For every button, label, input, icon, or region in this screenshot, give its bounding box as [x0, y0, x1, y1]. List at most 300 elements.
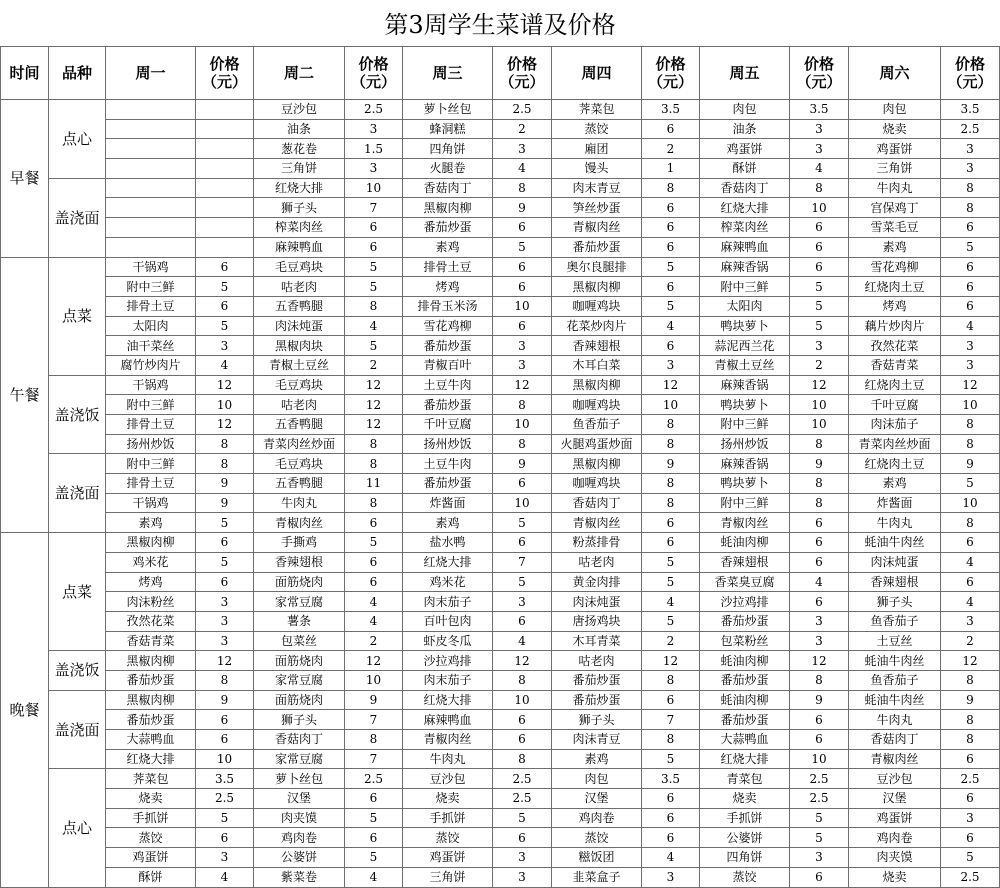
dish-cell: 附中三鲜: [106, 454, 196, 474]
price-cell: 8: [493, 670, 552, 690]
dish-cell: 青椒肉丝: [403, 730, 493, 750]
price-cell: 6: [941, 749, 1000, 769]
dish-cell: 排骨玉米汤: [403, 296, 493, 316]
dish-cell: 素鸡: [849, 474, 941, 494]
price-cell: 6: [642, 336, 700, 356]
dish-cell: 青椒百叶: [403, 355, 493, 375]
price-cell: 6: [345, 552, 403, 572]
price-cell: 3: [345, 119, 403, 139]
header-tue-price: 价格（元）: [345, 47, 403, 100]
price-cell: 4: [941, 592, 1000, 612]
price-cell: 6: [941, 789, 1000, 809]
dish-cell: 狮子头: [849, 592, 941, 612]
dish-cell: 四角饼: [700, 848, 790, 868]
header-thu: 周四: [552, 47, 642, 100]
dish-cell: 排骨土豆: [106, 474, 196, 494]
price-cell: 5: [493, 513, 552, 533]
price-cell: 12: [345, 415, 403, 435]
dish-cell: 面筋烧肉: [254, 690, 345, 710]
price-cell: 3.5: [642, 100, 700, 120]
price-cell: 6: [642, 533, 700, 553]
dish-cell: 火腿卷: [403, 159, 493, 179]
header-fri: 周五: [700, 47, 790, 100]
dish-cell: 青椒肉丝: [552, 218, 642, 238]
dish-cell: [106, 139, 196, 159]
price-cell: 3: [941, 139, 1000, 159]
price-cell: 6: [493, 474, 552, 494]
price-cell: 8: [941, 670, 1000, 690]
price-cell: 5: [790, 277, 849, 297]
dish-cell: 酥饼: [106, 867, 196, 887]
price-cell: 3: [941, 808, 1000, 828]
dish-cell: 雪花鸡柳: [403, 316, 493, 336]
dish-cell: 红烧肉土豆: [849, 277, 941, 297]
price-cell: 2: [493, 119, 552, 139]
dish-cell: 手撕鸡: [254, 533, 345, 553]
dish-cell: 黑椒肉柳: [106, 690, 196, 710]
dish-cell: 麻辣鸭血: [254, 237, 345, 257]
dish-cell: 番茄炒蛋: [552, 670, 642, 690]
price-cell: 10: [941, 395, 1000, 415]
dish-cell: 千叶豆腐: [403, 415, 493, 435]
dish-cell: 毛豆鸡块: [254, 454, 345, 474]
price-cell: 6: [493, 277, 552, 297]
dish-cell: 鸡肉卷: [849, 828, 941, 848]
price-cell: 6: [941, 257, 1000, 277]
dish-cell: 附中三鲜: [106, 395, 196, 415]
price-cell: 4: [345, 611, 403, 631]
price-cell: 6: [493, 316, 552, 336]
dish-cell: 豆沙包: [254, 100, 345, 120]
price-cell: 8: [790, 670, 849, 690]
dish-cell: 蚝油牛肉丝: [849, 690, 941, 710]
price-cell: 3.5: [642, 769, 700, 789]
dish-cell: 土豆牛肉: [403, 454, 493, 474]
price-cell: 2: [790, 355, 849, 375]
price-cell: 6: [493, 828, 552, 848]
table-row: [1, 316, 1000, 336]
dish-cell: 手抓饼: [106, 808, 196, 828]
dish-cell: 鸭块萝卜: [700, 395, 790, 415]
dish-cell: 青椒土豆丝: [254, 355, 345, 375]
dish-cell: 鸡蛋饼: [700, 139, 790, 159]
dish-cell: 笋丝炒蛋: [552, 198, 642, 218]
price-cell: 2: [345, 631, 403, 651]
price-cell: 5: [941, 474, 1000, 494]
dish-cell: 番茄炒蛋: [700, 611, 790, 631]
dish-cell: 番茄炒蛋: [700, 670, 790, 690]
dish-cell: 青菜肉丝炒面: [254, 434, 345, 454]
price-cell: 3: [493, 848, 552, 868]
table-row: [1, 415, 1000, 435]
price-cell: 6: [196, 533, 254, 553]
dish-cell: 烤鸡: [106, 572, 196, 592]
price-cell: 5: [493, 572, 552, 592]
table-row: [1, 710, 1000, 730]
dish-cell: 蚝油肉柳: [700, 651, 790, 671]
dish-cell: 香辣翅根: [700, 552, 790, 572]
price-cell: 6: [642, 828, 700, 848]
price-cell: 6: [790, 710, 849, 730]
price-cell: [196, 119, 254, 139]
table-row: [1, 119, 1000, 139]
dish-cell: 黑椒肉柳: [106, 651, 196, 671]
dish-cell: 干锅鸡: [106, 375, 196, 395]
price-cell: 3: [941, 159, 1000, 179]
dish-cell: 烧卖: [700, 789, 790, 809]
price-cell: 12: [493, 651, 552, 671]
price-cell: [196, 178, 254, 198]
price-cell: 3: [941, 611, 1000, 631]
price-cell: 12: [790, 651, 849, 671]
dish-cell: 香菇肉丁: [849, 730, 941, 750]
price-cell: [196, 237, 254, 257]
dish-cell: 鸡肉卷: [552, 808, 642, 828]
price-cell: 9: [790, 690, 849, 710]
price-cell: 10: [790, 395, 849, 415]
price-cell: 2.5: [196, 789, 254, 809]
dish-cell: 红烧大排: [403, 690, 493, 710]
price-cell: 9: [196, 493, 254, 513]
price-cell: 8: [790, 434, 849, 454]
table-row: [1, 808, 1000, 828]
dish-cell: 豆沙包: [403, 769, 493, 789]
dish-cell: 太阳肉: [700, 296, 790, 316]
dish-cell: 咕老肉: [254, 277, 345, 297]
price-cell: 8: [345, 730, 403, 750]
dish-cell: 红烧肉土豆: [849, 454, 941, 474]
price-cell: 3: [196, 611, 254, 631]
price-cell: 8: [941, 198, 1000, 218]
dish-cell: 红烧大排: [106, 749, 196, 769]
category-label: 点心: [49, 100, 106, 179]
dish-cell: 番茄炒蛋: [106, 710, 196, 730]
dish-cell: 附中三鲜: [700, 415, 790, 435]
price-cell: 8: [790, 178, 849, 198]
table-row: [1, 631, 1000, 651]
dish-cell: 青椒肉丝: [552, 513, 642, 533]
price-cell: 5: [790, 316, 849, 336]
price-cell: 4: [941, 316, 1000, 336]
dish-cell: 薯条: [254, 611, 345, 631]
dish-cell: 榨菜肉丝: [254, 218, 345, 238]
table-row: [1, 552, 1000, 572]
menu-table: [0, 46, 1000, 888]
dish-cell: 蒸饺: [403, 828, 493, 848]
dish-cell: 土豆丝: [849, 631, 941, 651]
dish-cell: 扬州炒饭: [106, 434, 196, 454]
price-cell: 6: [642, 513, 700, 533]
price-cell: 8: [642, 474, 700, 494]
dish-cell: 雪菜毛豆: [849, 218, 941, 238]
price-cell: 6: [941, 572, 1000, 592]
price-cell: 3.5: [790, 100, 849, 120]
dish-cell: 肉包: [552, 769, 642, 789]
dish-cell: 肉沫炖蛋: [849, 552, 941, 572]
dish-cell: 酥饼: [700, 159, 790, 179]
dish-cell: 面筋烧肉: [254, 572, 345, 592]
price-cell: 6: [941, 828, 1000, 848]
dish-cell: 附中三鲜: [106, 277, 196, 297]
price-cell: 2.5: [493, 769, 552, 789]
dish-cell: 包菜粉丝: [700, 631, 790, 651]
dish-cell: 黑椒肉柳: [552, 277, 642, 297]
price-cell: 6: [790, 513, 849, 533]
table-row: [1, 749, 1000, 769]
price-cell: 8: [941, 730, 1000, 750]
price-cell: 8: [941, 434, 1000, 454]
price-cell: 8: [941, 178, 1000, 198]
dish-cell: 番茄炒蛋: [106, 670, 196, 690]
table-row: [1, 670, 1000, 690]
dish-cell: 沙拉鸡排: [700, 592, 790, 612]
price-cell: 10: [790, 415, 849, 435]
header-thu-price: 价格（元）: [642, 47, 700, 100]
price-cell: 5: [642, 296, 700, 316]
dish-cell: 肉夹馍: [254, 808, 345, 828]
dish-cell: 唐扬鸡块: [552, 611, 642, 631]
price-cell: 5: [345, 277, 403, 297]
price-cell: 10: [345, 670, 403, 690]
price-cell: 6: [196, 828, 254, 848]
price-cell: 6: [941, 218, 1000, 238]
price-cell: [196, 139, 254, 159]
header-tue: 周二: [254, 47, 345, 100]
price-cell: 3: [196, 592, 254, 612]
dish-cell: 烤鸡: [403, 277, 493, 297]
dish-cell: 油条: [254, 119, 345, 139]
dish-cell: 肉沫茄子: [849, 415, 941, 435]
price-cell: 6: [493, 218, 552, 238]
price-cell: 6: [493, 710, 552, 730]
price-cell: 2: [941, 631, 1000, 651]
price-cell: 3: [493, 355, 552, 375]
dish-cell: 蒸饺: [106, 828, 196, 848]
price-cell: 8: [642, 178, 700, 198]
dish-cell: 荠菜包: [552, 100, 642, 120]
dish-cell: 香菇肉丁: [700, 178, 790, 198]
price-cell: 6: [642, 198, 700, 218]
price-cell: 5: [345, 257, 403, 277]
dish-cell: 麻辣香锅: [700, 375, 790, 395]
price-cell: [196, 198, 254, 218]
dish-cell: 青椒肉丝: [700, 513, 790, 533]
price-cell: 8: [345, 454, 403, 474]
menu-table-container: [0, 46, 999, 885]
dish-cell: 狮子头: [254, 710, 345, 730]
dish-cell: 韭菜盒子: [552, 867, 642, 887]
header-sat-price: 价格（元）: [941, 47, 1000, 100]
price-cell: 5: [196, 513, 254, 533]
price-cell: 8: [642, 493, 700, 513]
dish-cell: 油条: [700, 119, 790, 139]
price-cell: 5: [345, 336, 403, 356]
dish-cell: 香菇肉丁: [403, 178, 493, 198]
price-cell: 4: [642, 592, 700, 612]
price-cell: [196, 100, 254, 120]
price-cell: 6: [196, 710, 254, 730]
dish-cell: 肉夹馍: [849, 848, 941, 868]
table-row: [1, 434, 1000, 454]
price-cell: 10: [196, 395, 254, 415]
dish-cell: 番茄炒蛋: [403, 336, 493, 356]
dish-cell: [106, 237, 196, 257]
price-cell: 6: [941, 277, 1000, 297]
dish-cell: 麻辣香锅: [700, 454, 790, 474]
price-cell: 4: [642, 848, 700, 868]
price-cell: 3: [790, 611, 849, 631]
price-cell: 4: [493, 159, 552, 179]
dish-cell: 鸡蛋饼: [403, 848, 493, 868]
dish-cell: 鸡米花: [403, 572, 493, 592]
dish-cell: 孜然花菜: [106, 611, 196, 631]
dish-cell: 麻辣鸭血: [700, 237, 790, 257]
dish-cell: 大蒜鸭血: [106, 730, 196, 750]
dish-cell: 蒜泥西兰花: [700, 336, 790, 356]
dish-cell: 番茄炒蛋: [403, 395, 493, 415]
header-mon-price: 价格（元）: [196, 47, 254, 100]
dish-cell: 红烧大排: [403, 552, 493, 572]
price-cell: 8: [345, 296, 403, 316]
table-row: [1, 454, 1000, 474]
dish-cell: 肉末茄子: [403, 592, 493, 612]
dish-cell: 鸭块萝卜: [700, 474, 790, 494]
dish-cell: 鸡肉卷: [254, 828, 345, 848]
dish-cell: 手抓饼: [700, 808, 790, 828]
price-cell: 12: [941, 651, 1000, 671]
table-row: [1, 178, 1000, 198]
price-cell: 6: [790, 533, 849, 553]
dish-cell: 附中三鲜: [700, 277, 790, 297]
dish-cell: 榨菜肉丝: [700, 218, 790, 238]
price-cell: 10: [642, 395, 700, 415]
dish-cell: 番茄炒蛋: [552, 237, 642, 257]
price-cell: 6: [790, 592, 849, 612]
header-wed-price: 价格（元）: [493, 47, 552, 100]
price-cell: 6: [493, 730, 552, 750]
dish-cell: 咖喱鸡块: [552, 395, 642, 415]
dish-cell: 包菜丝: [254, 631, 345, 651]
dish-cell: 香菇青菜: [849, 355, 941, 375]
table-row: [1, 513, 1000, 533]
price-cell: 2.5: [345, 100, 403, 120]
price-cell: 3: [642, 355, 700, 375]
dish-cell: 肉沫青豆: [552, 730, 642, 750]
price-cell: 9: [196, 690, 254, 710]
price-cell: 3: [790, 139, 849, 159]
table-row: [1, 375, 1000, 395]
dish-cell: 木耳青菜: [552, 631, 642, 651]
price-cell: 3.5: [941, 100, 1000, 120]
dish-cell: 牛肉丸: [849, 178, 941, 198]
price-cell: 2: [642, 139, 700, 159]
price-cell: 3: [790, 119, 849, 139]
price-cell: 3: [196, 336, 254, 356]
price-cell: 10: [345, 178, 403, 198]
dish-cell: 三角饼: [254, 159, 345, 179]
table-row: [1, 572, 1000, 592]
dish-cell: 黑椒肉柳: [106, 533, 196, 553]
dish-cell: 公婆饼: [254, 848, 345, 868]
price-cell: 7: [345, 710, 403, 730]
price-cell: 8: [493, 749, 552, 769]
dish-cell: 香菇肉丁: [254, 730, 345, 750]
dish-cell: 蒸饺: [552, 828, 642, 848]
price-cell: 5: [196, 277, 254, 297]
price-cell: 10: [790, 749, 849, 769]
dish-cell: 烧卖: [106, 789, 196, 809]
price-cell: 8: [345, 493, 403, 513]
price-cell: 5: [941, 237, 1000, 257]
dish-cell: 香辣翅根: [552, 336, 642, 356]
dish-cell: 紫菜卷: [254, 867, 345, 887]
dish-cell: 蒸饺: [552, 119, 642, 139]
price-cell: 8: [790, 493, 849, 513]
dish-cell: 麻辣香锅: [700, 257, 790, 277]
price-cell: 2.5: [941, 867, 1000, 887]
dish-cell: 鱼香茄子: [849, 670, 941, 690]
meal-label: 早餐: [1, 100, 49, 258]
dish-cell: 荠菜包: [106, 769, 196, 789]
dish-cell: 萝卜丝包: [403, 100, 493, 120]
dish-cell: 盐水鸭: [403, 533, 493, 553]
price-cell: 4: [345, 867, 403, 887]
dish-cell: 狮子头: [552, 710, 642, 730]
dish-cell: 素鸡: [106, 513, 196, 533]
dish-cell: 番茄炒蛋: [552, 690, 642, 710]
price-cell: 7: [642, 710, 700, 730]
price-cell: 9: [941, 690, 1000, 710]
dish-cell: 百叶包肉: [403, 611, 493, 631]
dish-cell: 虾皮冬瓜: [403, 631, 493, 651]
table-row: [1, 355, 1000, 375]
dish-cell: 肉包: [700, 100, 790, 120]
dish-cell: 鸡蛋饼: [849, 139, 941, 159]
price-cell: 3: [941, 355, 1000, 375]
dish-cell: 扬州炒饭: [700, 434, 790, 454]
dish-cell: 黑椒肉块: [254, 336, 345, 356]
price-cell: 4: [790, 572, 849, 592]
header-sat: 周六: [849, 47, 941, 100]
price-cell: 8: [790, 474, 849, 494]
price-cell: 10: [493, 493, 552, 513]
price-cell: 8: [196, 454, 254, 474]
dish-cell: 素鸡: [849, 237, 941, 257]
dish-cell: 咕老肉: [552, 552, 642, 572]
price-cell: 4: [196, 355, 254, 375]
price-cell: 9: [790, 454, 849, 474]
price-cell: 5: [642, 749, 700, 769]
table-row: [1, 296, 1000, 316]
dish-cell: 干锅鸡: [106, 493, 196, 513]
price-cell: 5: [196, 808, 254, 828]
meal-label: 晚餐: [1, 533, 49, 887]
price-cell: 10: [493, 296, 552, 316]
dish-cell: 黑椒肉柳: [552, 375, 642, 395]
table-row: [1, 336, 1000, 356]
dish-cell: 毛豆鸡块: [254, 257, 345, 277]
price-cell: 6: [345, 828, 403, 848]
dish-cell: 香菜臭豆腐: [700, 572, 790, 592]
price-cell: 8: [941, 415, 1000, 435]
price-cell: 3: [345, 159, 403, 179]
price-cell: 5: [345, 533, 403, 553]
price-cell: 12: [790, 375, 849, 395]
dish-cell: 太阳肉: [106, 316, 196, 336]
price-cell: 12: [493, 375, 552, 395]
dish-cell: 面筋烧肉: [254, 651, 345, 671]
price-cell: 2.5: [493, 100, 552, 120]
